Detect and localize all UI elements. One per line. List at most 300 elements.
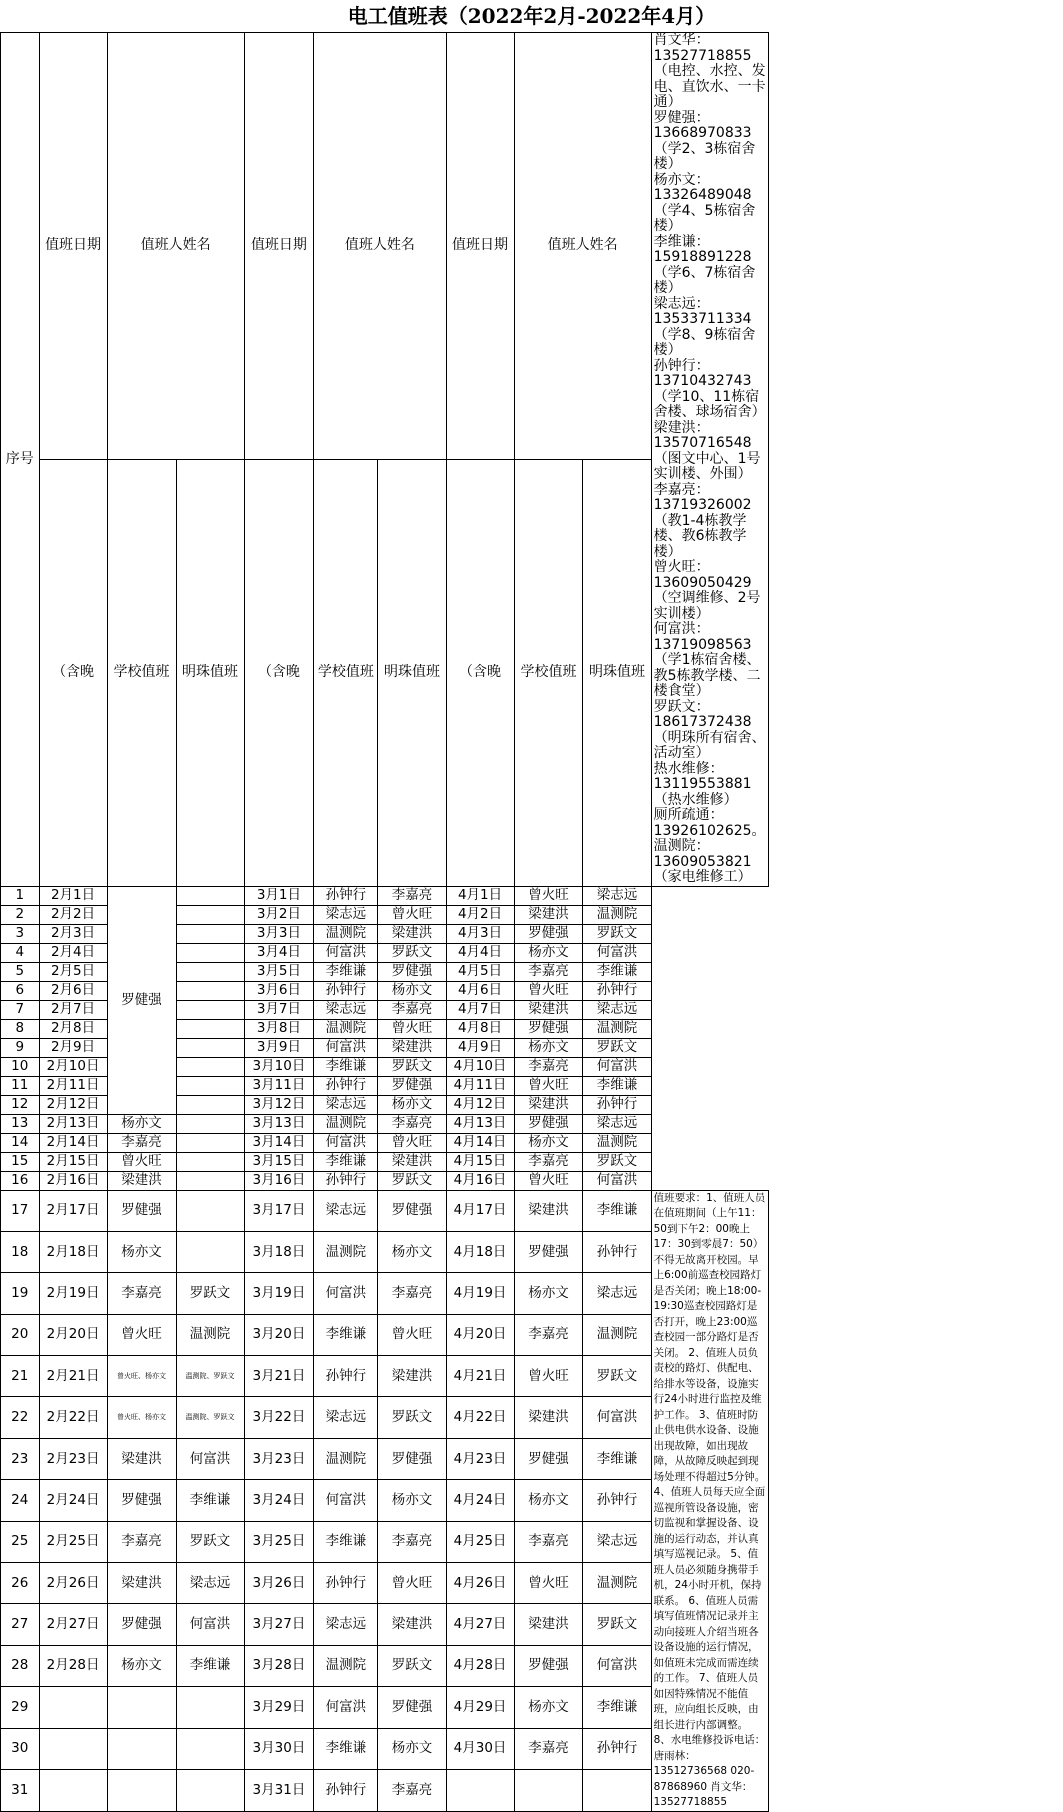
mar-mingzhu-cell: 罗跃文 — [378, 1057, 446, 1076]
mar-date-cell: 3月28日 — [244, 1645, 314, 1686]
mar-date-cell: 3月8日 — [244, 1019, 314, 1038]
apr-school-cell: 李嘉亮 — [514, 962, 583, 981]
feb-date-cell: 2月3日 — [39, 924, 107, 943]
apr-mingzhu-cell: 梁志远 — [583, 1114, 651, 1133]
feb-mingzhu-cell — [176, 1019, 244, 1038]
mar-school-cell: 梁志远 — [314, 1190, 378, 1231]
feb-school-cell: 杨亦文 — [107, 1231, 176, 1272]
apr-school-cell: 李嘉亮 — [514, 1521, 583, 1562]
seq-cell: 15 — [1, 1152, 40, 1171]
apr-mingzhu-cell: 何富洪 — [583, 1397, 651, 1438]
apr-mingzhu-cell: 何富洪 — [583, 1171, 651, 1190]
feb-school-cell — [107, 1769, 176, 1811]
feb-mingzhu-cell — [176, 905, 244, 924]
mar-school-cell: 李维谦 — [314, 1152, 378, 1171]
mar-school-cell: 李维谦 — [314, 1728, 378, 1769]
mar-school-cell: 何富洪 — [314, 943, 378, 962]
mar-mingzhu-cell: 罗跃文 — [378, 1397, 446, 1438]
apr-mingzhu-cell: 李维谦 — [583, 1687, 651, 1728]
feb-school-header: 学校值班 — [107, 459, 176, 886]
apr-date-cell: 4月13日 — [446, 1114, 514, 1133]
apr-date-cell: 4月22日 — [446, 1397, 514, 1438]
mar-school-cell: 孙钟行 — [314, 1563, 378, 1604]
seq-cell: 6 — [1, 981, 40, 1000]
table-row — [1, 1521, 1063, 1562]
feb-date-cell: 2月21日 — [39, 1356, 107, 1397]
contact-line: 李嘉亮：13719326002（教1-4栋教学楼、教6栋教学楼） — [653, 481, 752, 560]
apr-date-cell: 4月9日 — [446, 1038, 514, 1057]
feb-school-cell: 李嘉亮 — [107, 1273, 176, 1314]
feb-date-cell — [39, 1769, 107, 1811]
mar-school-cell: 孙钟行 — [314, 1171, 378, 1190]
apr-school-cell: 罗健强 — [514, 1019, 583, 1038]
apr-date-cell: 4月3日 — [446, 924, 514, 943]
duty-requirements-text: 值班要求：1、值班人员在值班期间（上午11：50到下午2：00晚上17：30到零晨7：50）不得无故离开校园。早上6:00前巡查校园路灯是否关闭；晚上18:00-19:30巡查校园路灯是否打开，晚上23:00巡查校园一部分路灯是否关闭。 2、值班人员负责校的路灯、供配电、给排水等设备，设施实行24小时进行监控及维护工作。 3、值班时防止供电供水设备、设施出现故障，如出现故障，从故障反映起到现场处理不得超过5分钟。 4、值班人员每天应全面巡视所管设备设施，密切监视和掌握设备、设施的运行动态，并认真填写巡视记录。 5、值班人员必须随身携带手机，24小时开机，保持联系。 6、值班人员需填写值班情况记录并主动向接班人介绍当班各设备设施的运行情况，如值班未完成而需连续的工作。 7、值班人员如因特殊情况不能值班，应向组长反映，由组长进行内部调整。 8、水电维修投诉电话：唐雨林：13512736568 020-87868960 肖文华：13527718855 — [653, 1191, 766, 1808]
mar-mingzhu-cell: 罗健强 — [378, 1076, 446, 1095]
apr-date-cell: 4月1日 — [446, 886, 514, 905]
apr-mingzhu-cell: 何富洪 — [583, 943, 651, 962]
mar-mingzhu-cell: 罗跃文 — [378, 1171, 446, 1190]
feb-mingzhu-cell — [176, 1728, 244, 1769]
apr-date-cell: 4月23日 — [446, 1438, 514, 1479]
seq-cell: 29 — [1, 1687, 40, 1728]
mar-mingzhu-cell: 杨亦文 — [378, 981, 446, 1000]
mar-mingzhu-cell: 李嘉亮 — [378, 1273, 446, 1314]
feb-school-cell — [107, 1728, 176, 1769]
feb-date-cell: 2月6日 — [39, 981, 107, 1000]
feb-school-merged-cell: 罗健强 — [107, 886, 176, 1114]
table-row — [1, 1563, 1063, 1604]
apr-school-cell: 梁建洪 — [514, 1604, 583, 1645]
feb-date-subheader: （含晚 — [39, 459, 107, 886]
feb-date-cell — [39, 1687, 107, 1728]
apr-mingzhu-cell: 罗跃文 — [583, 1356, 651, 1397]
mar-mingzhu-cell: 罗健强 — [378, 1687, 446, 1728]
seq-cell: 12 — [1, 1095, 40, 1114]
mar-date-cell: 3月23日 — [244, 1438, 314, 1479]
apr-date-cell: 4月21日 — [446, 1356, 514, 1397]
mar-date-cell: 3月6日 — [244, 981, 314, 1000]
seq-cell: 14 — [1, 1133, 40, 1152]
mar-date-cell: 3月25日 — [244, 1521, 314, 1562]
feb-mingzhu-header: 明珠值班 — [176, 459, 244, 886]
feb-mingzhu-cell: 李维谦 — [176, 1480, 244, 1521]
mar-date-cell: 3月29日 — [244, 1687, 314, 1728]
mar-mingzhu-cell: 李嘉亮 — [378, 1114, 446, 1133]
mar-date-cell: 3月9日 — [244, 1038, 314, 1057]
contact-line: 梁建洪：13570716548（图文中心、1号实训楼、外围） — [653, 419, 761, 482]
feb-mingzhu-cell: 梁志远 — [176, 1563, 244, 1604]
apr-school-cell: 李嘉亮 — [514, 1057, 583, 1076]
apr-mingzhu-cell: 罗跃文 — [583, 1038, 651, 1057]
mar-school-cell: 孙钟行 — [314, 1769, 378, 1811]
apr-mingzhu-cell: 梁志远 — [583, 886, 651, 905]
seq-cell: 22 — [1, 1397, 40, 1438]
table-row — [1, 1190, 1063, 1231]
table-row — [1, 1645, 1063, 1686]
apr-school-cell: 曾火旺 — [514, 1171, 583, 1190]
mar-date-cell: 3月20日 — [244, 1314, 314, 1355]
mar-school-cell: 孙钟行 — [314, 981, 378, 1000]
apr-date-cell: 4月27日 — [446, 1604, 514, 1645]
apr-school-cell: 梁建洪 — [514, 1397, 583, 1438]
mar-mingzhu-cell: 曾火旺 — [378, 1133, 446, 1152]
apr-school-cell: 曾火旺 — [514, 981, 583, 1000]
mar-date-cell: 3月16日 — [244, 1171, 314, 1190]
mar-date-cell: 3月27日 — [244, 1604, 314, 1645]
mar-school-cell: 梁志远 — [314, 1397, 378, 1438]
mar-mingzhu-cell: 梁建洪 — [378, 1152, 446, 1171]
table-row — [1, 1438, 1063, 1479]
feb-school-cell: 梁建洪 — [107, 1438, 176, 1479]
mar-mingzhu-cell: 杨亦文 — [378, 1728, 446, 1769]
feb-mingzhu-cell — [176, 1190, 244, 1231]
apr-mingzhu-cell: 温测院 — [583, 905, 651, 924]
contacts-panel — [651, 33, 768, 887]
mar-school-cell: 何富洪 — [314, 1273, 378, 1314]
mar-school-cell: 温测院 — [314, 924, 378, 943]
apr-mingzhu-cell: 孙钟行 — [583, 1480, 651, 1521]
feb-date-cell: 2月2日 — [39, 905, 107, 924]
mar-school-cell: 温测院 — [314, 1114, 378, 1133]
contact-line: 孙钟行：13710432743（学10、11栋宿舍楼、球场宿舍） — [653, 357, 766, 420]
feb-date-cell: 2月23日 — [39, 1438, 107, 1479]
table-row — [1, 1114, 1063, 1133]
apr-date-cell: 4月28日 — [446, 1645, 514, 1686]
seq-cell: 7 — [1, 1000, 40, 1019]
mar-date-cell: 3月22日 — [244, 1397, 314, 1438]
apr-mingzhu-cell: 李维谦 — [583, 1076, 651, 1095]
mar-mingzhu-cell: 杨亦文 — [378, 1480, 446, 1521]
seq-cell: 31 — [1, 1769, 40, 1811]
apr-mingzhu-cell: 孙钟行 — [583, 1231, 651, 1272]
seq-cell: 10 — [1, 1057, 40, 1076]
apr-school-cell: 杨亦文 — [514, 943, 583, 962]
feb-mingzhu-cell — [176, 962, 244, 981]
feb-date-cell: 2月10日 — [39, 1057, 107, 1076]
feb-date-cell: 2月7日 — [39, 1000, 107, 1019]
seq-cell: 27 — [1, 1604, 40, 1645]
feb-school-cell — [107, 1687, 176, 1728]
mar-school-cell: 温测院 — [314, 1231, 378, 1272]
feb-school-cell: 曾火旺 — [107, 1152, 176, 1171]
mar-date-cell: 3月5日 — [244, 962, 314, 981]
feb-date-cell: 2月16日 — [39, 1171, 107, 1190]
feb-school-cell: 罗健强 — [107, 1604, 176, 1645]
seq-cell: 4 — [1, 943, 40, 962]
mar-school-cell: 李维谦 — [314, 1057, 378, 1076]
duty-table — [0, 32, 1063, 1812]
mar-date-header: 值班日期 — [244, 33, 314, 460]
mar-mingzhu-cell: 梁建洪 — [378, 924, 446, 943]
feb-mingzhu-cell — [176, 1000, 244, 1019]
feb-mingzhu-cell: 温测院 — [176, 1314, 244, 1355]
feb-date-cell: 2月22日 — [39, 1397, 107, 1438]
apr-date-cell: 4月11日 — [446, 1076, 514, 1095]
seq-cell: 5 — [1, 962, 40, 981]
feb-mingzhu-cell — [176, 886, 244, 905]
table-row — [1, 1480, 1063, 1521]
apr-date-cell: 4月26日 — [446, 1563, 514, 1604]
mar-school-cell: 梁志远 — [314, 1604, 378, 1645]
mar-school-cell: 温测院 — [314, 1019, 378, 1038]
mar-mingzhu-cell: 罗跃文 — [378, 1645, 446, 1686]
contact-line: 何富洪：13719098563（学1栋宿舍楼、教5栋教学楼、二楼食堂） — [653, 621, 761, 699]
apr-date-cell: 4月24日 — [446, 1480, 514, 1521]
mar-mingzhu-cell: 罗跃文 — [378, 943, 446, 962]
apr-mingzhu-cell: 温测院 — [583, 1019, 651, 1038]
table-row — [1, 1314, 1063, 1355]
apr-school-cell: 杨亦文 — [514, 1273, 583, 1314]
mar-school-cell: 梁志远 — [314, 1000, 378, 1019]
apr-mingzhu-cell: 李维谦 — [583, 1438, 651, 1479]
feb-date-cell: 2月4日 — [39, 943, 107, 962]
seq-cell: 19 — [1, 1273, 40, 1314]
mar-mingzhu-cell: 李嘉亮 — [378, 1000, 446, 1019]
apr-mingzhu-cell: 孙钟行 — [583, 981, 651, 1000]
mar-mingzhu-cell: 杨亦文 — [378, 1095, 446, 1114]
apr-date-cell: 4月5日 — [446, 962, 514, 981]
mar-mingzhu-cell: 李嘉亮 — [378, 1521, 446, 1562]
mar-date-cell: 3月7日 — [244, 1000, 314, 1019]
feb-mingzhu-cell — [176, 1076, 244, 1095]
feb-date-cell: 2月24日 — [39, 1480, 107, 1521]
mar-date-cell: 3月14日 — [244, 1133, 314, 1152]
apr-date-cell: 4月15日 — [446, 1152, 514, 1171]
feb-date-cell: 2月20日 — [39, 1314, 107, 1355]
seq-cell: 17 — [1, 1190, 40, 1231]
feb-mingzhu-cell: 李维谦 — [176, 1645, 244, 1686]
seq-cell: 2 — [1, 905, 40, 924]
seq-cell: 8 — [1, 1019, 40, 1038]
apr-mingzhu-cell: 罗跃文 — [583, 1152, 651, 1171]
feb-date-cell: 2月15日 — [39, 1152, 107, 1171]
apr-school-cell: 梁建洪 — [514, 1095, 583, 1114]
table-row — [1, 1231, 1063, 1272]
mar-names-header: 值班人姓名 — [314, 33, 446, 460]
feb-mingzhu-cell: 罗跃文 — [176, 1273, 244, 1314]
apr-date-header: 值班日期 — [446, 33, 514, 460]
feb-mingzhu-cell: 温测院、罗跃文 — [176, 1397, 244, 1438]
contact-line: 杨亦文：13326489048（学4、5栋宿舍楼） — [653, 171, 756, 234]
feb-school-cell: 李嘉亮 — [107, 1133, 176, 1152]
table-row — [1, 1273, 1063, 1314]
feb-date-cell: 2月9日 — [39, 1038, 107, 1057]
feb-mingzhu-cell — [176, 1095, 244, 1114]
contact-line: 罗跃文：18617372438（明珠所有宿舍、活动室） — [653, 698, 766, 761]
apr-mingzhu-cell: 李维谦 — [583, 1190, 651, 1231]
mar-date-cell: 3月15日 — [244, 1152, 314, 1171]
feb-date-cell: 2月28日 — [39, 1645, 107, 1686]
feb-school-cell: 罗健强 — [107, 1480, 176, 1521]
feb-mingzhu-cell — [176, 1171, 244, 1190]
contact-line: 肖文华：13527718855（电控、水控、发电、直饮水、一卡通） — [653, 32, 766, 110]
mar-date-cell: 3月31日 — [244, 1769, 314, 1811]
feb-date-cell: 2月5日 — [39, 962, 107, 981]
apr-school-cell: 梁建洪 — [514, 1190, 583, 1231]
seq-cell: 26 — [1, 1563, 40, 1604]
seq-cell: 25 — [1, 1521, 40, 1562]
mar-mingzhu-cell: 梁建洪 — [378, 1604, 446, 1645]
apr-school-cell: 罗健强 — [514, 924, 583, 943]
seq-cell: 24 — [1, 1480, 40, 1521]
apr-date-cell: 4月18日 — [446, 1231, 514, 1272]
apr-mingzhu-cell — [583, 1769, 651, 1811]
mar-school-cell: 何富洪 — [314, 1687, 378, 1728]
mar-school-cell: 李维谦 — [314, 962, 378, 981]
mar-school-cell: 何富洪 — [314, 1133, 378, 1152]
seq-header: 序号 — [1, 33, 40, 887]
apr-mingzhu-cell: 何富洪 — [583, 1057, 651, 1076]
table-row — [1, 1133, 1063, 1152]
apr-mingzhu-cell: 梁志远 — [583, 1000, 651, 1019]
mar-school-cell: 孙钟行 — [314, 1356, 378, 1397]
table-row — [1, 886, 1063, 905]
apr-mingzhu-cell: 罗跃文 — [583, 924, 651, 943]
seq-cell: 11 — [1, 1076, 40, 1095]
seq-cell: 18 — [1, 1231, 40, 1272]
requirements-panel — [651, 1190, 768, 1811]
feb-date-cell: 2月26日 — [39, 1563, 107, 1604]
feb-date-cell: 2月12日 — [39, 1095, 107, 1114]
feb-school-cell: 李嘉亮 — [107, 1521, 176, 1562]
mar-date-cell: 3月21日 — [244, 1356, 314, 1397]
apr-mingzhu-cell: 李维谦 — [583, 962, 651, 981]
apr-date-cell: 4月20日 — [446, 1314, 514, 1355]
apr-mingzhu-cell: 罗跃文 — [583, 1604, 651, 1645]
mar-school-cell: 李维谦 — [314, 1314, 378, 1355]
feb-date-cell: 2月25日 — [39, 1521, 107, 1562]
apr-mingzhu-cell: 温测院 — [583, 1133, 651, 1152]
apr-mingzhu-header: 明珠值班 — [583, 459, 651, 886]
feb-date-cell: 2月27日 — [39, 1604, 107, 1645]
mar-date-cell: 3月24日 — [244, 1480, 314, 1521]
feb-school-cell: 罗健强 — [107, 1190, 176, 1231]
mar-school-cell: 温测院 — [314, 1438, 378, 1479]
mar-mingzhu-cell: 杨亦文 — [378, 1231, 446, 1272]
mar-school-cell: 何富洪 — [314, 1038, 378, 1057]
seq-cell: 30 — [1, 1728, 40, 1769]
feb-date-cell: 2月19日 — [39, 1273, 107, 1314]
apr-school-cell: 李嘉亮 — [514, 1314, 583, 1355]
apr-date-cell: 4月17日 — [446, 1190, 514, 1231]
apr-school-cell: 梁建洪 — [514, 905, 583, 924]
feb-mingzhu-cell — [176, 1057, 244, 1076]
seq-cell: 16 — [1, 1171, 40, 1190]
feb-mingzhu-cell — [176, 981, 244, 1000]
apr-mingzhu-cell: 温测院 — [583, 1563, 651, 1604]
seq-cell: 9 — [1, 1038, 40, 1057]
feb-school-cell: 梁建洪 — [107, 1171, 176, 1190]
mar-date-cell: 3月19日 — [244, 1273, 314, 1314]
apr-date-cell — [446, 1769, 514, 1811]
feb-mingzhu-cell — [176, 1133, 244, 1152]
seq-cell: 28 — [1, 1645, 40, 1686]
roster-body — [1, 886, 1063, 1811]
mar-date-cell: 3月18日 — [244, 1231, 314, 1272]
contact-line: 梁志远：13533711334（学8、9栋宿舍楼） — [653, 295, 756, 358]
mar-school-cell: 孙钟行 — [314, 886, 378, 905]
mar-mingzhu-cell: 李嘉亮 — [378, 886, 446, 905]
mar-mingzhu-header: 明珠值班 — [378, 459, 446, 886]
feb-mingzhu-cell — [176, 1114, 244, 1133]
mar-date-cell: 3月12日 — [244, 1095, 314, 1114]
mar-school-cell: 梁志远 — [314, 1095, 378, 1114]
feb-date-cell — [39, 1728, 107, 1769]
apr-school-cell: 杨亦文 — [514, 1133, 583, 1152]
apr-school-cell: 曾火旺 — [514, 1076, 583, 1095]
apr-mingzhu-cell: 温测院 — [583, 1314, 651, 1355]
page-title: 电工值班表（2022年2月-2022年4月） — [347, 4, 716, 28]
apr-school-cell: 杨亦文 — [514, 1480, 583, 1521]
feb-mingzhu-cell — [176, 1687, 244, 1728]
contact-line: 罗健强：13668970833（学2、3栋宿舍楼） — [653, 109, 756, 172]
feb-date-cell: 2月1日 — [39, 886, 107, 905]
seq-cell: 23 — [1, 1438, 40, 1479]
mar-mingzhu-cell: 罗健强 — [378, 962, 446, 981]
apr-names-header: 值班人姓名 — [514, 33, 651, 460]
apr-mingzhu-cell: 孙钟行 — [583, 1728, 651, 1769]
table-row — [1, 1604, 1063, 1645]
table-row — [1, 1687, 1063, 1728]
feb-school-cell: 曾火旺 — [107, 1314, 176, 1355]
contact-line: 李维谦：15918891228（学6、7栋宿舍楼） — [653, 233, 756, 296]
apr-date-cell: 4月30日 — [446, 1728, 514, 1769]
seq-cell: 1 — [1, 886, 40, 905]
feb-mingzhu-cell — [176, 1038, 244, 1057]
feb-school-cell: 曾火旺、杨亦文 — [107, 1356, 176, 1397]
apr-school-cell: 曾火旺 — [514, 1356, 583, 1397]
seq-cell: 13 — [1, 1114, 40, 1133]
mar-mingzhu-cell: 梁建洪 — [378, 1356, 446, 1397]
mar-school-cell: 何富洪 — [314, 1480, 378, 1521]
apr-school-cell: 曾火旺 — [514, 1563, 583, 1604]
mar-school-cell: 温测院 — [314, 1645, 378, 1686]
feb-school-cell: 杨亦文 — [107, 1645, 176, 1686]
mar-mingzhu-cell: 罗健强 — [378, 1190, 446, 1231]
mar-date-cell: 3月10日 — [244, 1057, 314, 1076]
mar-date-subheader: （含晚 — [244, 459, 314, 886]
table-row — [1, 1152, 1063, 1171]
apr-date-subheader: （含晚 — [446, 459, 514, 886]
apr-date-cell: 4月16日 — [446, 1171, 514, 1190]
feb-mingzhu-cell: 罗跃文 — [176, 1521, 244, 1562]
feb-mingzhu-cell: 何富洪 — [176, 1438, 244, 1479]
mar-mingzhu-cell: 曾火旺 — [378, 1314, 446, 1355]
mar-date-cell: 3月13日 — [244, 1114, 314, 1133]
apr-date-cell: 4月6日 — [446, 981, 514, 1000]
apr-school-cell: 罗健强 — [514, 1645, 583, 1686]
apr-school-cell: 李嘉亮 — [514, 1152, 583, 1171]
mar-mingzhu-cell: 曾火旺 — [378, 1019, 446, 1038]
feb-date-cell: 2月17日 — [39, 1190, 107, 1231]
apr-school-cell: 罗健强 — [514, 1114, 583, 1133]
mar-mingzhu-cell: 曾火旺 — [378, 1563, 446, 1604]
table-row — [1, 1171, 1063, 1190]
seq-cell: 20 — [1, 1314, 40, 1355]
mar-date-cell: 3月17日 — [244, 1190, 314, 1231]
apr-date-cell: 4月14日 — [446, 1133, 514, 1152]
feb-date-cell: 2月14日 — [39, 1133, 107, 1152]
table-row — [1, 1769, 1063, 1811]
apr-mingzhu-cell: 孙钟行 — [583, 1095, 651, 1114]
apr-mingzhu-cell: 何富洪 — [583, 1645, 651, 1686]
mar-mingzhu-cell: 李嘉亮 — [378, 1769, 446, 1811]
feb-date-cell: 2月8日 — [39, 1019, 107, 1038]
apr-date-cell: 4月7日 — [446, 1000, 514, 1019]
mar-school-cell: 梁志远 — [314, 905, 378, 924]
seq-cell: 3 — [1, 924, 40, 943]
